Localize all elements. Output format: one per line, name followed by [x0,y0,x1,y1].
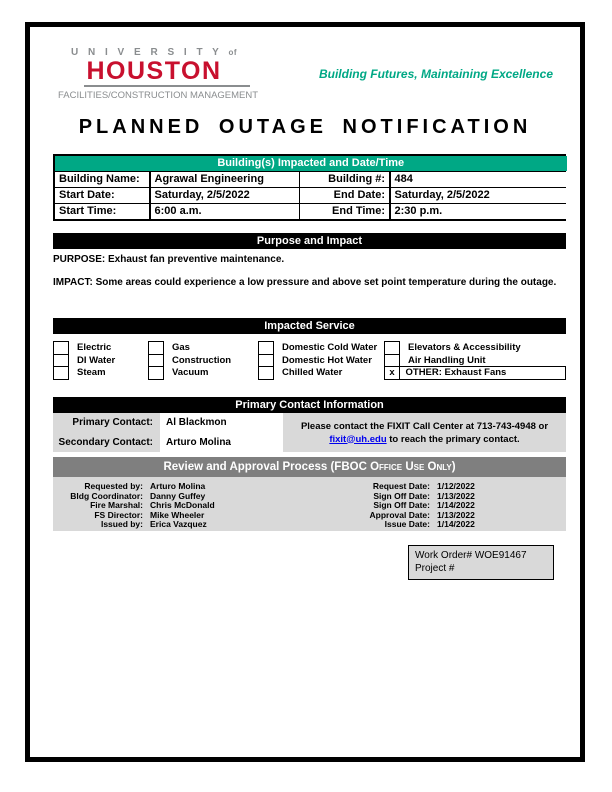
end-time-value: 2:30 p.m. [391,204,567,219]
fire-marshal-value: Chris McDonald [150,500,215,510]
label-gas: Gas [172,342,190,353]
service-item [258,366,383,380]
review-section-header [53,457,566,477]
label-chilled-water: Chilled Water [282,367,343,378]
requested-by-label: Requested by: [84,481,143,491]
service-column-1 [53,341,145,380]
label-di-water: DI Water [77,354,116,366]
issued-by-value: Erica Vazquez [150,519,207,529]
signoff-date-2-value: 1/14/2022 [437,500,475,510]
signoff-date-1-value: 1/13/2022 [437,490,475,501]
logo-divider [84,85,250,87]
building-name-value: Agrawal Engineering [151,172,299,187]
page-title: PLANNED OUTAGE NOTIFICATION [78,116,532,138]
fs-director-value: Mike Wheeler [150,509,205,520]
label-domestic-cold-water: Domestic Cold Water [282,342,378,353]
logo-of-text: of [228,48,237,57]
primary-contact-value: Al Blackmon [160,413,283,433]
service-column-2 [148,341,253,380]
request-date-value: 1/12/2022 [437,481,475,491]
start-time-label: Start Time: [55,204,149,219]
issue-date-label: Issue Date: [384,519,430,529]
label-other-exhaust-fans: OTHER: Exhaust Fans [399,366,567,380]
primary-contact-label: Primary Contact: [53,413,160,433]
building-impacted-table [53,154,566,221]
fixit-note [283,413,566,452]
purpose-text: PURPOSE: Exhaust fan preventive maintenance. [53,254,285,265]
label-construction: Construction [172,354,232,366]
bldg-coordinator-label: Bldg Coordinator: [70,490,143,501]
checkbox-vacuum [148,366,164,380]
building-number-label: Building #: [300,172,389,187]
review-right-column [293,482,566,530]
fs-director-label: FS Director: [94,509,143,520]
review-header-part1: Review and Approval Process (FBOC [163,461,371,473]
review-header-smallcaps: Office Use Only [370,461,452,473]
fixit-email-link[interactable]: fixit@uh.edu [329,433,387,445]
purpose-section-header: Purpose and Impact [53,233,566,249]
logo-houston-text: HOUSTON [86,57,222,85]
start-time-value: 6:00 a.m. [151,204,299,219]
contact-section-header: Primary Contact Information [53,397,566,413]
issued-by-label: Issued by: [100,519,143,529]
building-name-label: Building Name: [55,172,149,187]
service-column-4 [384,341,566,380]
end-time-label: End Time: [300,204,389,219]
uh-logo [58,47,259,101]
impact-text: IMPACT: Some areas could experience a low pressure and above set point temperature during the outage. [53,277,557,288]
label-domestic-hot-water: Domestic Hot Water [282,354,372,366]
issue-date-value: 1/14/2022 [437,519,475,529]
service-item [148,366,253,380]
requested-by-value: Arturo Molina [150,481,206,491]
checkbox-other: x [384,366,400,380]
logo-university-text: U N I V E R S I T Y [71,47,223,58]
end-date-label: End Date: [300,188,389,203]
review-approval-block [53,477,566,531]
fixit-note-line1: Please contact the FIXIT Call Center at 713-743-4948 or [300,420,549,432]
review-left-column [53,482,293,530]
start-date-value: Saturday, 2/5/2022 [151,188,299,203]
page-border [25,22,585,762]
approval-date-value: 1/13/2022 [437,509,475,520]
fixit-note-line2 [291,433,558,446]
label-steam: Steam [77,367,106,378]
secondary-contact-label: Secondary Contact: [53,433,160,453]
bldg-coordinator-value: Danny Guffey [150,490,206,501]
label-vacuum: Vacuum [172,367,209,378]
signoff-date-2-label: Sign Off Date: [373,500,430,510]
contact-table [53,413,566,452]
work-order-box [408,545,554,580]
fixit-note-after: to reach the primary contact. [386,433,520,445]
review-header-part3: ) [451,461,456,473]
signoff-date-1-label: Sign Off Date: [373,490,430,501]
checkbox-chilled-water [258,366,274,380]
building-number-value: 484 [391,172,567,187]
building-table-header: Building(s) Impacted and Date/Time [55,156,567,171]
checkbox-steam [53,366,69,380]
secondary-contact-value: Arturo Molina [160,433,283,453]
end-date-value: Saturday, 2/5/2022 [391,188,567,203]
label-elevators: Elevators & Accessibility [408,342,521,353]
work-order-number: Work Order# WOE91467 [415,550,527,561]
request-date-label: Request Date: [372,481,430,491]
logo-department-text: FACILITIES/CONSTRUCTION MANAGEMENT [58,90,259,101]
service-column-3 [258,341,383,380]
approval-date-label: Approval Date: [369,509,430,520]
start-date-label: Start Date: [55,188,149,203]
tagline: Building Futures, Maintaining Excellence [318,67,553,81]
label-electric: Electric [77,342,112,353]
service-item [384,366,566,380]
project-number: Project # [415,563,455,574]
impacted-service-header: Impacted Service [53,318,566,334]
service-item [53,366,145,380]
document-content [30,27,580,757]
label-air-handling-unit: Air Handling Unit [408,354,486,366]
fire-marshal-label: Fire Marshal: [90,500,143,510]
